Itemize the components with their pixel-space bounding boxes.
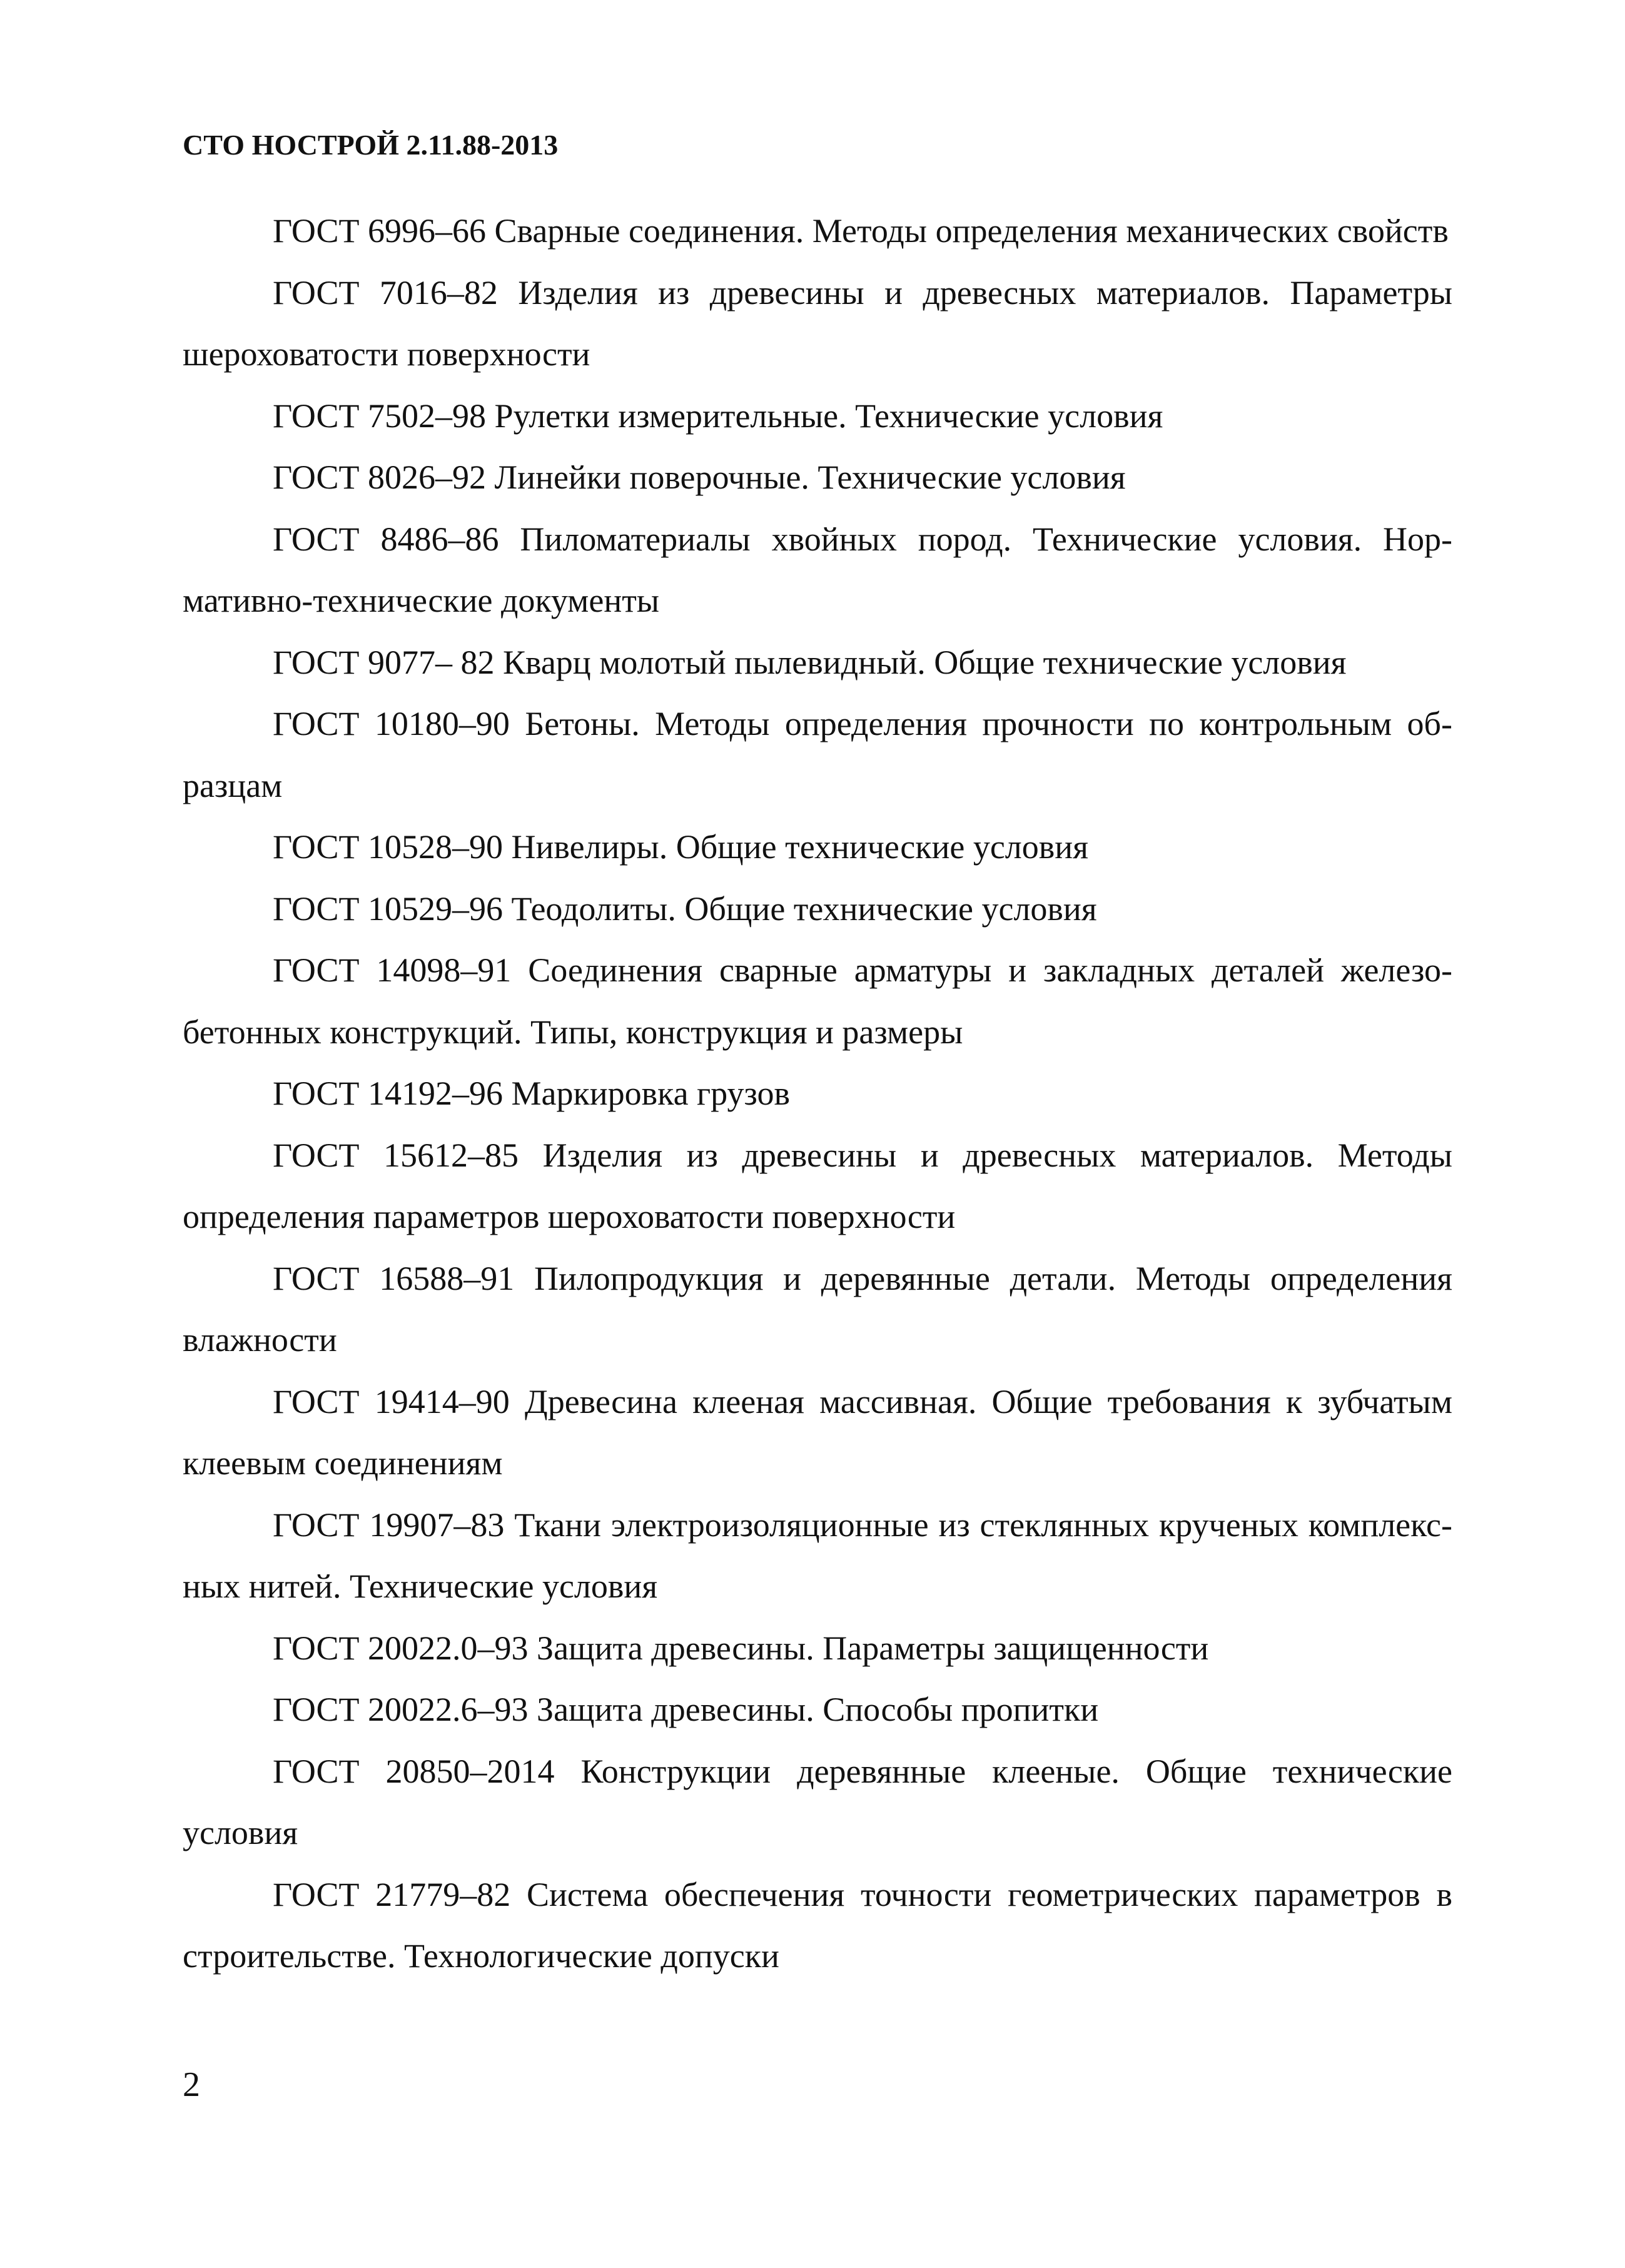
list-item: ГОСТ 8026–92 Линейки поверочные. Технические условия xyxy=(273,458,1126,496)
list-item: ГОСТ 9077– 82 Кварц молотый пылевидный. Общие технические условия xyxy=(273,643,1347,681)
list-item: ГОСТ 8486–86 Пиломатериалы хвойных пород. Технические условия. Нормативно-технические документы xyxy=(183,520,1452,619)
standards-list xyxy=(183,200,1452,1987)
list-item: ГОСТ 19414–90 Древесина клееная массивная. Общие требования к зубчатым клеевым соединениям xyxy=(183,1382,1452,1482)
page-number: 2 xyxy=(183,2065,200,2104)
list-item: ГОСТ 10180–90 Бетоны. Методы определения прочности по контрольным образцам xyxy=(183,705,1452,804)
list-item: ГОСТ 15612–85 Изделия из древесины и древесных материалов. Методы определения параметров шероховатости поверхности xyxy=(183,1136,1452,1235)
list-item: ГОСТ 10528–90 Нивелиры. Общие технические условия xyxy=(273,828,1088,866)
list-item: ГОСТ 10529–96 Теодолиты. Общие технические условия xyxy=(273,889,1097,928)
document-header: СТО НОСТРОЙ 2.11.88-2013 xyxy=(183,129,559,161)
list-item: ГОСТ 16588–91 Пилопродукция и деревянные детали. Методы определения влажности xyxy=(183,1259,1452,1359)
list-item: ГОСТ 7502–98 Рулетки измерительные. Технические условия xyxy=(273,397,1163,435)
list-item: ГОСТ 19907–83 Ткани электроизоляционные из стеклянных крученых комплексных нитей. Технические условия xyxy=(183,1506,1452,1605)
list-item: ГОСТ 14098–91 Соединения сварные арматуры и закладных деталей железобетонных конструкций. Типы, конструкция и размеры xyxy=(183,951,1452,1051)
list-item: ГОСТ 20022.6–93 Защита древесины. Способы пропитки xyxy=(273,1691,1099,1728)
list-item: ГОСТ 14192–96 Маркировка грузов xyxy=(273,1075,790,1112)
list-item: ГОСТ 21779–82 Система обеспечения точности геометрических параметров в строительстве. Технологические допуски xyxy=(183,1875,1452,1975)
list-item: ГОСТ 20022.0–93 Защита древесины. Параметры защищенности xyxy=(273,1629,1209,1667)
list-item: ГОСТ 20850–2014 Конструкции деревянные клееные. Общие технические условия xyxy=(183,1752,1452,1851)
list-item: ГОСТ 6996–66 Сварные соединения. Методы определения механических свойств xyxy=(273,212,1449,250)
list-item: ГОСТ 7016–82 Изделия из древесины и древесных материалов. Параметры шероховатости поверхности xyxy=(183,273,1452,373)
